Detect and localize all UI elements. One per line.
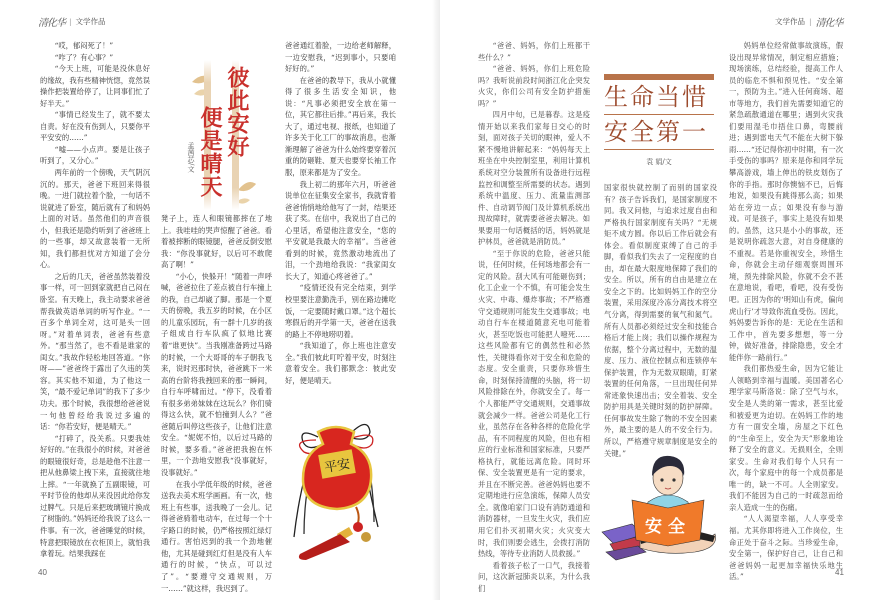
- paragraph: 在爸爸的教导下，我从小就懂得了很多生活安全知识，他说：“凡事必须把安全放在第一位，其它都往后排。”再后来，我长大了，通过电视、报纸，也知道了许多关于化工厂的事故消息，也渐渐理解了爸爸为什么始终要穿着沉重的防砸鞋、夏天也要穿长袖工作服，原来都是为了安全。: [285, 75, 396, 178]
- paragraph: “今天上班，可能是没休息好的缘故，我有些精神恍惚，竟然误操作把装置给停了，让同事们忙了好半天。”: [40, 64, 150, 108]
- author-byline: 袁 娟/文: [646, 158, 672, 166]
- paragraph: “事情已经发生了，就不要太自责。好在没有伤到人，只要你平平安安的……”: [40, 110, 150, 143]
- title-line-1: 彼此安好: [224, 66, 249, 158]
- article-column-2: [161, 213, 272, 593]
- page-number: 41: [835, 568, 844, 577]
- paragraph: 两年前的一个傍晚，天气阴沉沉的。那天，爸爸下班回来得很晚。一进门就拉着个脸，一句话不说就进了卧室，随后就有了和妈妈上面的对话。虽然他们的声音很小，但我还是隐约听到了爸爸班上的一些事，却又故意装着一无所知，我们都担忧对方知道了会分心。: [40, 168, 150, 270]
- paragraph-continued: 爸爸通红着脸，一边给老师解释，一边安慰我，“迟到事小，只要咱好好的。”: [285, 41, 396, 74]
- paragraph: “嘘——小点声。要是让孩子听到了，又分心。”: [40, 144, 150, 166]
- paragraph: “哎，郁闷死了！”: [54, 41, 114, 50]
- article-column-1: [478, 40, 590, 593]
- paragraph: “至于你说的危险，爸爸只能说，任何时候，任何场地都会有一定的风险。刮大风有可能砸伤到；化工企业一个不慎，有可能会发生火灾、中毒、爆炸事故；不严格遵守交通规则可能发生交通事故；电动自行车在楼道随意充电可能着火，甚至吃饭也可能把人噎死……这些风险都有它的偶然性和必然性，关键得看你对于安全和危险的态度。安全重责，只要你珍惜生命，时刻保持清醒的头脑，将一切风险排除在外，你就安全了。每一个人都能严守交通规则，交通事故就会减少一样。爸爸公司是化工行业，虽然存在各种各样的危险化学品，有不同程度的风险，但也有相应的行业标准和国家标准，只要严格执行，就能远离危险。同时环保、安全装置更是有一定的要求，并且在不断完善。爸爸妈妈也要不定期地进行应急演练，保障人员安全。就像咱家门口设有消防通道和消防器材，一旦发生火灾，我们应用它们扑灭初期火灾；火灾变大时，我们则要会逃生，会拨打消防热线，等待专业消防人员救援。”: [478, 248, 590, 559]
- paragraph: “人人渴望幸福，人人享受幸福。尤其你即将进入工作岗位，生命正处于奋斗之际。当珍爱生命，安全第一，保护好自己，让自己和爸爸妈妈一起更加幸福快乐地生活。”: [729, 514, 843, 582]
- paragraph-continued: 国家很快就控制了而别的国家没有？孩子告诉我们，是国家制度不同。我又问他，与追求过度自由和严格执行国家制度有关吗？“无规矩不成方圆。你以后工作后就会有体会。看似制度束缚了自己的手脚，看似我们失去了一定程度的自由，却在最大限度地保障了我们的安全。所以，所有的自由是建立在安全之下的。比如妈妈工作的空分装置，采用深度冷冻分离技术将空气分离，得到需要的氧气和氮气。所有人员都必须经过安全和技能合格后才能上岗；我们以操作规程为依据，整个分离过程中，无数的温度、压力、液位控制点和连锁停车保护装置，作为无数双眼睛，盯紧装置的任何角落，一旦出现任何异常迹象快速出击；安全着装、安全防护用具是关键时刻的防护屏障。任何事故发生除了物的不安全因素外，最主要的是人的不安全行为。所以，严格遵守规章制度是安全的关键。”: [604, 183, 717, 458]
- title-line-1: 生命当惜: [604, 83, 708, 111]
- article-column-1: [40, 40, 150, 570]
- title-line-2: 安全第一: [604, 118, 708, 146]
- magazine-logo: 清化华: [38, 18, 65, 29]
- paragraph: “爸爸、妈妈，你们上班危险吗？我听说前段时间浙江化企突发火灾，你们公司有安全防护措施吗？”: [478, 64, 590, 108]
- page-header-left: [38, 14, 106, 29]
- page-header-right: [775, 14, 843, 29]
- paragraph: “打碎了，没关系。只要我娃好好的。”在我很小的时候，对爸爸的眼镜很好奇，总是趁他不注意一把从他鼻梁上拽下来，直接就往地上摔。“一年就换了五副眼镜，可平时节俭的他却从来没因此给你发过脾气。只是后来把玻璃镜片换成了树脂的。”妈妈还给我说了这么一件事。有一次，爸爸睡觉的时候，特意把眼镜放在衣柜顶上，就怕我拿着玩。结果我踩在: [40, 433, 150, 559]
- paragraph: “小心，快躲开！”随着一声呼喊，爸爸拉住了差点被自行车撞上的我，自己却崴了脚。那是一个夏天的傍晚，我五岁的时候，在小区的儿童乐园玩，有一群十几岁的孩子组成自行车队疯了似地比赛着“谁更快”。当我刚准备跨过马路的时候，一个大哥哥的车子朝我飞来，说时迟那时快，爸爸跳下一米高的台阶将我拽回来的那一瞬间，自行车呼啸而过。“停下，没看着有很多弟弟妹妹在这玩么？你们骑得这么快，就不怕撞到人么？”爸爸随后叫停这些孩子，让他们注意安全。“妮妮不怕，以后过马路的时候，要多看。”爸爸把我抱在怀里，一个劲地安慰我“没事就好，没事就好。”: [161, 271, 272, 478]
- ping-an-charm-illustration: [288, 412, 388, 567]
- paragraph: “疫情还没有完全结束，到学校里要注意勤洗手，别在路边摊吃饭，一定要随时戴口罩。”这个超长寒假后的开学第一天，爸爸在送我的路上不停地唠叨着。: [285, 283, 396, 339]
- paragraph: 看着孩子松了一口气，我接着问，这次新冠肺炎以来，为什么我们: [478, 560, 590, 593]
- header-divider: |: [69, 17, 72, 26]
- paragraph: 在我小学低年级的时候，爸爸送我去美术班学画画。有一次，他班上有些事，送我晚了一会儿。记得爸爸骑着电动车，在过每一个十字路口的时候，仍严格按照红绿灯通行。害怕迟到的我一个劲地催他，尤其是碰到红灯但是没有人车通行的时候，“快点，可以过了”。“要遵守交通规则，万一……”就这样，我迟到了。: [161, 479, 272, 593]
- book-label: 安全: [645, 517, 691, 537]
- title-rule: [604, 149, 714, 150]
- article-column-3: [285, 40, 396, 410]
- left-page: [0, 0, 439, 600]
- boy-reading-safety-book-illustration: [600, 440, 725, 565]
- article-title-block: [180, 60, 260, 210]
- title-line-2: 便是晴天: [197, 106, 222, 198]
- paragraph: 之后的几天，爸爸虽然装着没事一样，可一回到家就把自己闷在卧室。有天晚上，我主动要求爸爸帮我做英语单词的听写作业。“一百多个单词全对，这可是头一回呀。”对着单词表，爸爸有些意外。“那当然了，也不看是谁家的闺女。”我故作轻松地回答道。“你呀——”爸爸终于露出了久违的笑容。其实他不知道，为了他这一笑，“最不爱记单词”的我下了多少功夫。那个时候，我很想给爸爸说一句他曾经给我说过多遍的话：“你若安好，便是晴天。”: [40, 271, 150, 432]
- page-number: 40: [38, 568, 47, 577]
- paragraph: “爸爸、妈妈，你们上班都干些什么？”: [478, 41, 590, 62]
- paragraph: 我们都热爱生命，因为它能让人领略到幸福与温暖。美国著名心理学家马斯洛说：除了空气与水，安全是人类的第一需求，甚至比爱和被爱更为迫切。在妈妈工作的地方有一面安全墙，房屋之下红色的“生命至上，安全为天”形象地诠释了安全的意义。无损则全，全则家安。生命对我们每个人只有一次，每个家庭中的每一个成员都是唯一的，缺一不可。人全则家安。我们不能因为自己的一时疏忽而给亲人造成一生的伤痛。: [729, 364, 843, 512]
- paragraph: “我知道了，你上班也注意安全。”我们彼此叮咛着平安，时刻注意着安全。我们都默念：彼此安好，便是晴天。: [285, 341, 396, 385]
- charm-label: 平安: [323, 456, 352, 477]
- article-column-2: [604, 182, 717, 458]
- section-label: 文学作品: [775, 17, 805, 26]
- header-divider: |: [809, 17, 812, 26]
- article-title-block: [604, 74, 714, 167]
- section-label: 文学作品: [75, 17, 106, 26]
- magazine-logo: 清化华: [815, 18, 843, 29]
- author-byline: 孟茜芯/文: [187, 142, 195, 173]
- paragraph: 四月中旬，已是暮春。这是疫情开始以来我们家每日交心的时刻，面对孩子关切的眼神，爱人不紧不慢地讲解起来：“妈妈每天上班坐在中央控制室里，利用计算机系统对空分装置所有设备进行远程监控和调整至所需要的状态。遇到系统中温度、压力、流量监测部件、自动调节阀门及计算机系统出现故障时，就需要爸爸去解决。如果要用一句话概括的话，妈妈就是护林员，爸爸就是消防员。”: [478, 110, 590, 247]
- paragraph: 妈妈单位经常做事故演练，假设出现异常情况，制定相应措施；现场演练，总结经验，提高工作人员的临危不惧和预见性。“安全第一，预防为主。”进入任何商场、超市等地方，我们首先需要知道它的紧急疏散通道在哪里；遇到火灾我们要用湿毛巾捂住口鼻，弯腰前进；遇到雷电天气不能在大树下躲雨……“还记得你初中时期，有一次手受伤的事吗？原来是你和同学玩攀高游戏，墙上伸出的铁皮划伤了你的手指。那时你懊恼不已，后悔地说，如果没有跳得那么高；如果站在旁边一点；如果没有参与游戏。可是孩子，事实上是没有如果的。虽然，这只是小小的事故，还是说明你疏忽大意，对自身健康的不重视。若是你重视安全，珍惜生命，你就会主动仔细观察周围环境，预先排除风险，你就不会不甚在意地说，看吧，看吧，没有受伤吧。正因为你的‘明知山有虎，偏向虎山行’才导致你流血受伤。因此，妈妈要告诉你的是：无论在生活和工作中，首先要多想想，等一分钟，做好准备，排除隐患，安全才能伴你一路前行。”: [729, 41, 843, 362]
- paragraph: 我上初二的那年六月，听爸爸说单位在征集安全家书，我就背着爸爸悄悄地给他写了一封，结果还获了奖。在信中，我说出了自己的心里话，希望他注意安全，“您的平安就是我最大的幸福”。当爸爸看到的时候，竟然激动地流出了泪，一个劲地给我说：“我家闺女长大了，知道心疼爸爸了。”: [285, 179, 396, 281]
- paragraph: “咋了？有心事？”: [54, 52, 114, 62]
- paragraph-continued: 凳子上，连人和眼镜都摔在了地上。我哇哇的哭声惊醒了爸爸。看着被摔断的眼镜腿，爸爸反倒安慰我：“你没事就好，以后可不敢爬高了啊！”: [161, 214, 272, 270]
